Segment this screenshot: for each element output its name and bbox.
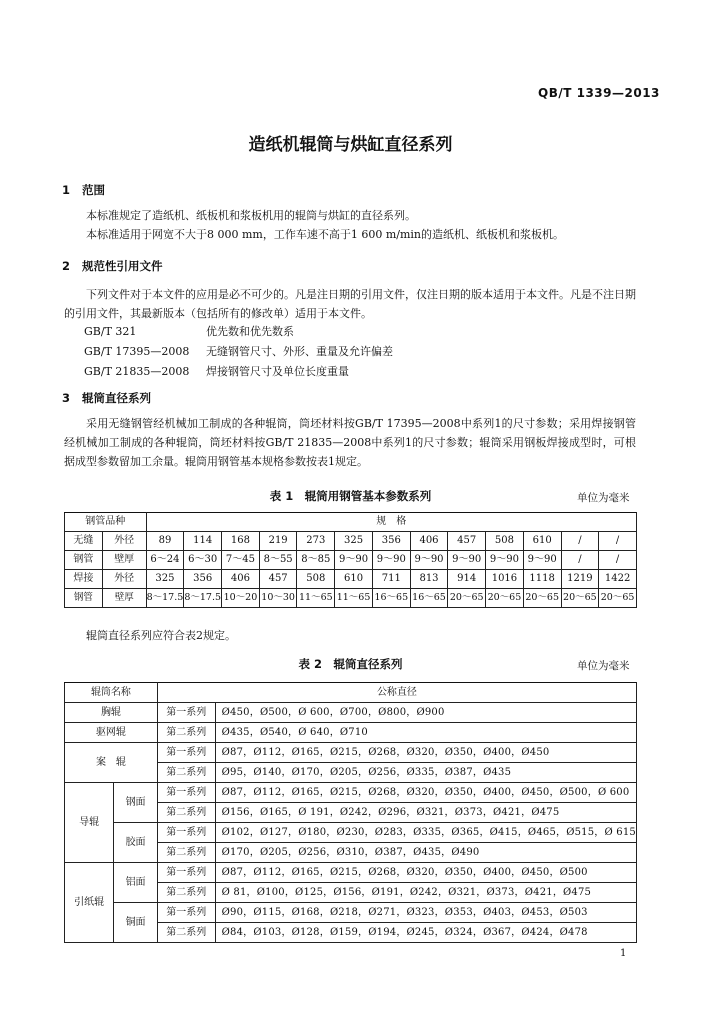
section-title: 范围 [82, 183, 105, 197]
section-1-heading [62, 182, 105, 198]
table-1-caption: 表 1 辊筒用钢管基本参数系列 [269, 489, 432, 503]
section-2-heading [62, 258, 163, 274]
table-cell: 9～90 [372, 551, 410, 570]
table-row [65, 903, 637, 923]
reference-code: GB/T 21835—2008 [84, 365, 190, 378]
table-cell: 9～90 [335, 551, 373, 570]
table-cell: 1016 [486, 570, 524, 589]
section-3-body [64, 414, 636, 471]
table-cell: 89 [146, 532, 184, 551]
table-1 [64, 512, 637, 608]
diameter-values: Ø87，Ø112，Ø165，Ø215，Ø268，Ø320，Ø350，Ø400，Ø450，Ø500 [215, 863, 636, 883]
table-cell: 11～65 [335, 589, 373, 608]
series-label: 第一系列 [157, 823, 215, 843]
diameter-values: Ø102，Ø127，Ø180，Ø230，Ø283，Ø335，Ø365，Ø415，Ø465，Ø515，Ø 615 [215, 823, 636, 843]
reference-item [84, 362, 393, 382]
diameter-values: Ø170，Ø205，Ø256，Ø310，Ø387，Ø435，Ø490 [215, 843, 636, 863]
page-number: 1 [620, 948, 627, 959]
diameter-values: Ø87，Ø112，Ø165，Ø215，Ø268，Ø320，Ø350，Ø400，Ø450 [215, 743, 636, 763]
section-number: 3 [62, 391, 71, 405]
table-cell: 8～85 [297, 551, 335, 570]
table-row [65, 863, 637, 883]
table-cell: 20～65 [486, 589, 524, 608]
normative-references [84, 322, 393, 382]
row-label: 无缝 [65, 532, 103, 551]
table-cell: 914 [448, 570, 486, 589]
row-sublabel: 壁厚 [102, 589, 146, 608]
table-cell: 11～65 [297, 589, 335, 608]
table-cell: 273 [297, 532, 335, 551]
table-cell: 325 [146, 570, 184, 589]
series-label: 第一系列 [157, 703, 215, 723]
table-cell: 457 [448, 532, 486, 551]
table-cell: 8～17.5 [146, 589, 184, 608]
table-row [65, 783, 637, 803]
table-row [65, 551, 637, 570]
table-cell: 1219 [561, 570, 599, 589]
series-label: 第一系列 [157, 783, 215, 803]
reference-title: 优先数和优先数系 [206, 325, 294, 338]
table-cell: 168 [222, 532, 260, 551]
table-row [65, 723, 637, 743]
table-cell: / [599, 551, 637, 570]
section-title: 规范性引用文件 [82, 259, 163, 273]
reference-item [84, 322, 393, 342]
table-cell: 711 [372, 570, 410, 589]
header-cell: 公称直径 [157, 683, 636, 703]
table-cell: 20～65 [523, 589, 561, 608]
table-cell: 8～55 [259, 551, 297, 570]
table-cell: 114 [184, 532, 222, 551]
table-cell: / [561, 551, 599, 570]
table-row [65, 703, 637, 723]
table-2-caption: 表 2 辊筒直径系列 [298, 657, 403, 671]
reference-item [84, 342, 393, 362]
diameter-values: Ø84，Ø103，Ø128，Ø159，Ø194，Ø245，Ø324，Ø367，Ø424，Ø478 [215, 923, 636, 943]
series-label: 第二系列 [157, 803, 215, 823]
series-label: 第二系列 [157, 723, 215, 743]
paragraph: 本标准适用于网宽不大于8 000 mm，工作车速不高于1 600 m/min的造纸机、纸板机和浆板机。 [86, 228, 565, 241]
table-cell: 406 [222, 570, 260, 589]
roll-name: 胸辊 [65, 703, 158, 723]
table-row [65, 589, 637, 608]
diameter-values: Ø87，Ø112，Ø165，Ø215，Ø268，Ø320，Ø350，Ø400，Ø450，Ø500，Ø 600 [215, 783, 636, 803]
table-cell: 406 [410, 532, 448, 551]
paragraph: 本标准规定了造纸机、纸板机和浆板机用的辊筒与烘缸的直径系列。 [86, 209, 416, 222]
table-cell: 9～90 [410, 551, 448, 570]
table-cell: 7～45 [222, 551, 260, 570]
table-cell: 8～17.5 [184, 589, 222, 608]
table-cell: 6～30 [184, 551, 222, 570]
surface-type: 胶面 [114, 823, 158, 863]
paragraph: 下列文件对于本文件的应用是必不可少的。凡是注日期的引用文件，仅注日期的版本适用于本文件。凡是不注日期的引用文件，其最新版本（包括所有的修改单）适用于本文件。 [64, 288, 636, 320]
table-2-intro: 辊筒直径系列应符合表2规定。 [86, 629, 236, 642]
section-number: 1 [62, 183, 71, 197]
roll-name: 引纸辊 [65, 863, 114, 943]
table-cell: 813 [410, 570, 448, 589]
row-sublabel: 壁厚 [102, 551, 146, 570]
table-cell: 16～65 [410, 589, 448, 608]
row-sublabel: 外径 [102, 570, 146, 589]
diameter-values: Ø435，Ø540，Ø 640，Ø710 [215, 723, 636, 743]
table-cell: 10～30 [259, 589, 297, 608]
table-cell: 1422 [599, 570, 637, 589]
row-sublabel: 外径 [102, 532, 146, 551]
section-title: 辊筒直径系列 [82, 391, 151, 405]
header-cell: 辊筒名称 [65, 683, 158, 703]
table-header-row [65, 513, 637, 532]
table-cell: 9～90 [448, 551, 486, 570]
table-2 [64, 682, 637, 943]
table-row [65, 570, 637, 589]
surface-type: 钢面 [114, 783, 158, 823]
diameter-values: Ø 81，Ø100，Ø125，Ø156，Ø191，Ø242，Ø321，Ø373，Ø421，Ø475 [215, 883, 636, 903]
series-label: 第二系列 [157, 923, 215, 943]
table-cell: 16～65 [372, 589, 410, 608]
table-cell: 508 [486, 532, 524, 551]
paragraph: 采用无缝钢管经机械加工制成的各种辊筒，筒坯材料按GB/T 17395—2008中系列1的尺寸参数；采用焊接钢管经机械加工制成的各种辊筒，筒坯材料按GB/T 21835—2008中系列1的尺寸参数；辊筒采用钢板焊接成型时，可根据成型参数留加工余量。辊筒用钢管基本规格参数按表1规定。 [64, 417, 636, 468]
surface-type: 铜面 [114, 903, 158, 943]
series-label: 第一系列 [157, 743, 215, 763]
section-number: 2 [62, 259, 71, 273]
section-2-body [64, 285, 636, 323]
table-row [65, 532, 637, 551]
table-2-unit: 单位为毫米 [577, 660, 630, 672]
table-cell: 356 [184, 570, 222, 589]
table-row [65, 823, 637, 843]
reference-code: GB/T 17395—2008 [84, 345, 190, 358]
reference-title: 焊接钢管尺寸及单位长度重量 [206, 365, 349, 378]
table-header-row [65, 683, 637, 703]
diameter-values: Ø156，Ø165，Ø 191，Ø242，Ø296，Ø321，Ø373，Ø421，Ø475 [215, 803, 636, 823]
table-cell: 508 [297, 570, 335, 589]
table-cell: / [599, 532, 637, 551]
series-label: 第二系列 [157, 763, 215, 783]
row-label: 焊接 [65, 570, 103, 589]
table-cell: 610 [523, 532, 561, 551]
table-cell: 20～65 [599, 589, 637, 608]
table-cell: 9～90 [486, 551, 524, 570]
section-1-body [64, 206, 636, 244]
table-cell: 356 [372, 532, 410, 551]
table-cell: 9～90 [523, 551, 561, 570]
header-cell: 规 格 [146, 513, 636, 532]
roll-name: 驱网辊 [65, 723, 158, 743]
diameter-values: Ø90，Ø115，Ø168，Ø218，Ø271，Ø323，Ø353，Ø403，Ø453，Ø503 [215, 903, 636, 923]
surface-type: 铝面 [114, 863, 158, 903]
table-cell: 457 [259, 570, 297, 589]
row-label: 钢管 [65, 589, 103, 608]
table-cell: 10～20 [222, 589, 260, 608]
row-label: 钢管 [65, 551, 103, 570]
table-cell: 20～65 [561, 589, 599, 608]
table-cell: 610 [335, 570, 373, 589]
table-cell: 1118 [523, 570, 561, 589]
table-1-unit: 单位为毫米 [577, 492, 630, 504]
table-cell: / [561, 532, 599, 551]
roll-name: 导辊 [65, 783, 114, 863]
reference-code: GB/T 321 [84, 325, 137, 338]
standard-code: QB/T 1339—2013 [538, 86, 660, 100]
roll-name: 案 辊 [65, 743, 158, 783]
reference-title: 无缝钢管尺寸、外形、重量及允许偏差 [206, 345, 393, 358]
series-label: 第一系列 [157, 903, 215, 923]
section-3-heading [62, 390, 151, 406]
table-cell: 325 [335, 532, 373, 551]
series-label: 第二系列 [157, 883, 215, 903]
table-cell: 219 [259, 532, 297, 551]
series-label: 第二系列 [157, 843, 215, 863]
series-label: 第一系列 [157, 863, 215, 883]
diameter-values: Ø450，Ø500，Ø 600，Ø700，Ø800，Ø900 [215, 703, 636, 723]
diameter-values: Ø95，Ø140，Ø170，Ø205，Ø256，Ø335，Ø387，Ø435 [215, 763, 636, 783]
header-cell: 钢管品种 [65, 513, 147, 532]
table-row [65, 743, 637, 763]
document-title: 造纸机辊筒与烘缸直径系列 [248, 135, 453, 155]
table-cell: 6～24 [146, 551, 184, 570]
table-cell: 20～65 [448, 589, 486, 608]
